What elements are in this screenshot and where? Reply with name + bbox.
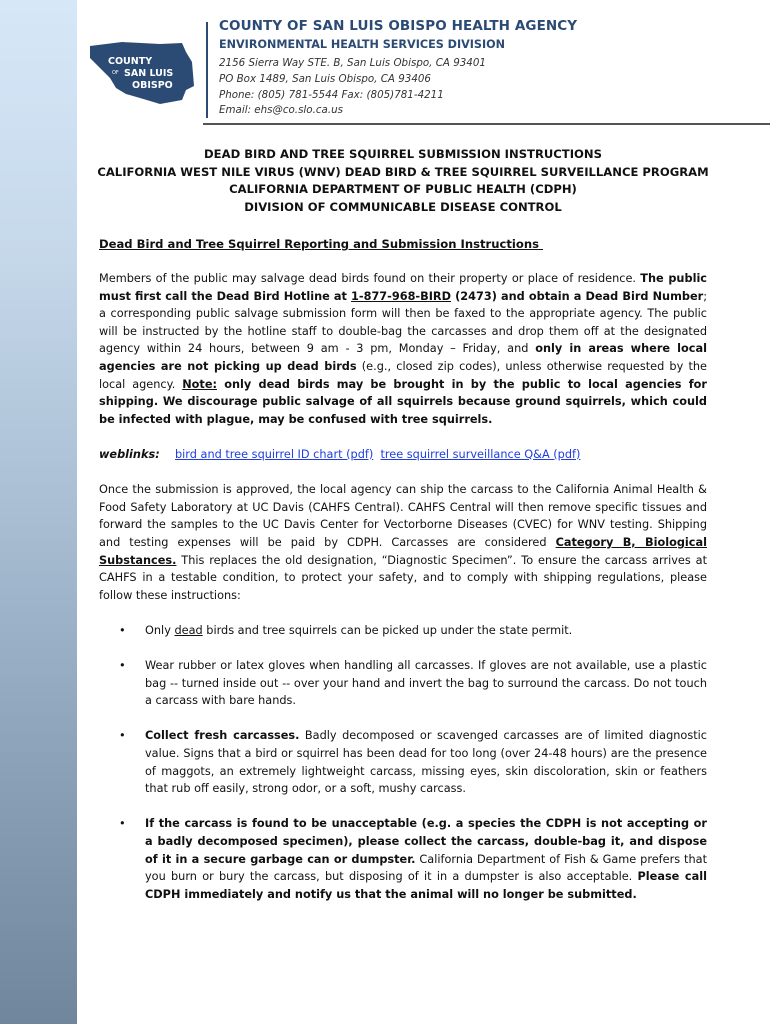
county-map-logo-icon xyxy=(86,38,196,108)
weblinks-row xyxy=(99,446,707,464)
title-line-4: DIVISION OF COMMUNICABLE DISEASE CONTROL xyxy=(244,199,562,214)
logo-line-of: OF xyxy=(112,70,119,76)
para2-text-1: Once the submission is approved, the local agency can ship the carcass to the California Animal Health & Food Safety Laboratory at UC Davis (CAHFS Central). CAHFS Central will then remove specific tissues and forward the samples to the UC Davis Center for Vectorborne Diseases (CVEC) for WNV testing. Shipping and testing expenses will be paid by CDPH. Carcasses are considered xyxy=(99,483,707,549)
weblinks-label: weblinks: xyxy=(99,447,160,461)
para1-text-2: ; a corresponding public salvage submission form will then be faxed to the appropriate agency. The public will be instructed by the hotline staff to double-bag the carcasses and drop them off at the designated agency within 24 hours, between 9 am - 3 pm, Monday – Friday, and xyxy=(99,289,707,356)
bullet-icon: • xyxy=(119,817,126,831)
list-item: • Wear rubber or latex gloves when handling all carcasses. If gloves are not available, use a plastic bag -- turned inside out -- over your hand and invert the bag to surround the carcass. Do not touch a carcass with bare hands. xyxy=(119,659,707,708)
logo-line-obispo: OBISPO xyxy=(132,80,173,91)
list-item: • Collect fresh carcasses. Badly decomposed or scavenged carcasses are of limited diagnostic value. Signs that a bird or squirrel has been dead for too long (over 24-48 hours) are the presence of maggots, an extremely lightweight carcass, missing eyes, skin discoloration, skin or feathers that rub off easily, strong odor, or a soft, mushy carcass. xyxy=(119,729,707,796)
address-line-2: PO Box 1489, San Luis Obispo, CA 93406 xyxy=(219,72,431,85)
note-label: Note: xyxy=(182,377,217,391)
category-b-label: Category B, Biological Substances. xyxy=(99,535,707,567)
logo-line-san-luis: SAN LUIS xyxy=(124,68,174,79)
title-line-3: CALIFORNIA DEPARTMENT OF PUBLIC HEALTH (CDPH) xyxy=(229,182,577,197)
decorative-sidebar-gradient xyxy=(0,0,77,1024)
bullet-icon: • xyxy=(119,623,126,637)
title-line-2: CALIFORNIA WEST NILE VIRUS (WNV) DEAD BIRD & TREE SQUIRREL SURVEILLANCE PROGRAM xyxy=(97,164,709,179)
county-logo xyxy=(86,38,196,108)
shipping-paragraph xyxy=(99,481,707,604)
id-chart-link[interactable]: bird and tree squirrel ID chart (pdf) xyxy=(175,447,374,461)
list-item: • If the carcass is found to be unacceptable (e.g. a species the CDPH is not accepting or a badly decomposed specimen), please collect the carcass, double-bag it, and dispose of it in a secure garbage can or dumpster. California Department of Fish & Game prefers that you burn or bury the carcass, but disposing of it in a dumpster is also acceptable. Please call CDPH immediately and notify us that the animal will no longer be submitted. xyxy=(119,817,708,901)
public-salvage-paragraph xyxy=(99,270,707,428)
email-line: Email: ehs@co.slo.ca.us xyxy=(219,104,344,117)
header-vertical-divider xyxy=(206,22,208,118)
section-heading: Dead Bird and Tree Squirrel Reporting and Submission Instructions xyxy=(99,237,544,251)
logo-line-county: COUNTY xyxy=(108,56,153,67)
para1-bold-2: (2473) and obtain a Dead Bird Number xyxy=(451,289,704,303)
list-item: • Only dead birds and tree squirrels can be picked up under the state permit. xyxy=(99,622,707,640)
phone-fax: Phone: (805) 781-5544 Fax: (805)781-4211 xyxy=(219,88,444,101)
bullet-icon: • xyxy=(119,659,126,673)
para1-bold-1: The public must first call the Dead Bird Hotline at xyxy=(99,272,708,303)
para1-bold-3: only in areas where local agencies are not picking up dead birds xyxy=(99,342,707,373)
para2-text-2: This replaces the old designation, “Diagnostic Specimen”. To ensure the carcass arrives at CAHFS in a testable condition, to protect your safety, and to comply with shipping regulations, please follow these instructions: xyxy=(99,553,707,602)
para1-bold-4: only dead birds may be brought in by the public to local agencies for shipping. We discourage public salvage of all squirrels because ground squirrels, which could be infected with plague, may be confused with tree squirrels. xyxy=(99,377,708,426)
dead-underlined: dead xyxy=(174,623,203,637)
document-titles xyxy=(97,146,709,216)
address-line-1: 2156 Sierra Way STE. B, San Luis Obispo, CA 93401 xyxy=(219,57,486,69)
para1-text-3: (e.g., closed zip codes), unless otherwise requested by the local agency. xyxy=(99,359,707,391)
division-name: ENVIRONMENTAL HEALTH SERVICES DIVISION xyxy=(219,38,506,51)
title-line-1: DEAD BIRD AND TREE SQUIRREL SUBMISSION INSTRUCTIONS xyxy=(204,147,602,161)
header-horizontal-rule xyxy=(203,123,770,125)
instructions-list xyxy=(99,622,707,904)
hotline-number: 1-877-968-BIRD xyxy=(351,289,452,303)
para1-text-1: Members of the public may salvage dead birds found on their property or place of residence. xyxy=(99,272,641,285)
agency-name: COUNTY OF SAN LUIS OBISPO HEALTH AGENCY xyxy=(219,18,578,34)
bullet-icon: • xyxy=(119,729,126,743)
document-body xyxy=(99,270,707,921)
squirrel-qa-link[interactable]: tree squirrel surveillance Q&A (pdf) xyxy=(380,447,581,461)
contact-block xyxy=(219,56,486,119)
